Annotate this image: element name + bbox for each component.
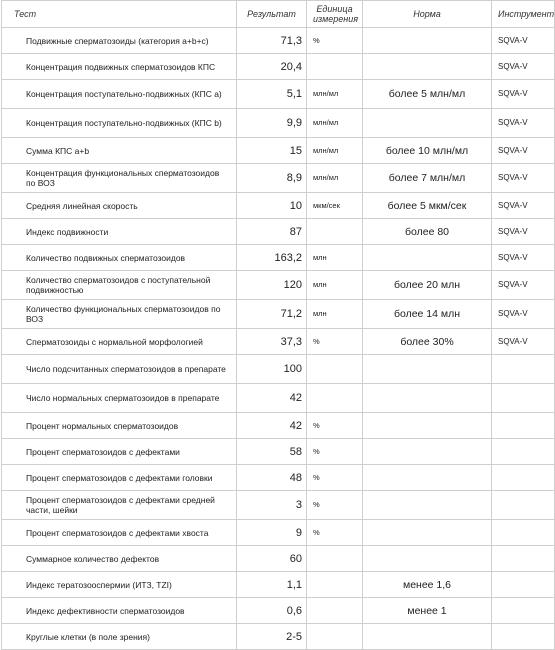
result-cell: 0,6 [237,598,307,624]
unit-cell: млн/мл [307,80,363,109]
test-cell: Процент сперматозоидов с дефектами средней части, шейки [2,491,237,520]
table-row [2,598,555,624]
test-cell: Концентрация поступательно-подвижных (КПС b) [2,109,237,138]
test-cell: Количество сперматозоидов с поступательной подвижностью [2,271,237,300]
instrument-cell [492,624,555,650]
norm-cell [363,355,492,384]
instrument-cell: SQVA-V [492,80,555,109]
norm-cell: более 14 млн [363,300,492,329]
result-cell: 163,2 [237,245,307,271]
table-row [2,80,555,109]
table-row [2,193,555,219]
table-row [2,413,555,439]
instrument-cell: SQVA-V [492,219,555,245]
result-cell: 71,2 [237,300,307,329]
unit-cell: мкм/сек [307,193,363,219]
unit-cell: млн/мл [307,109,363,138]
norm-cell: более 10 млн/мл [363,138,492,164]
unit-cell: млн [307,300,363,329]
header-test: Тест [2,1,237,28]
unit-cell [307,546,363,572]
test-cell: Сумма КПС a+b [2,138,237,164]
instrument-cell [492,598,555,624]
result-cell: 15 [237,138,307,164]
table-row [2,28,555,54]
table-row [2,624,555,650]
instrument-cell [492,413,555,439]
norm-cell [363,465,492,491]
header-norm: Норма [363,1,492,28]
result-cell: 71,3 [237,28,307,54]
unit-cell: % [307,329,363,355]
norm-cell [363,54,492,80]
norm-cell: менее 1,6 [363,572,492,598]
result-cell: 58 [237,439,307,465]
test-cell: Концентрация подвижных сперматозоидов КПС [2,54,237,80]
unit-cell [307,54,363,80]
test-cell: Индекс дефективности сперматозоидов [2,598,237,624]
result-cell: 20,4 [237,54,307,80]
test-cell: Сперматозоиды с нормальной морфологией [2,329,237,355]
header-instrument: Инструмент [492,1,555,28]
header-result: Результат [237,1,307,28]
result-cell: 42 [237,384,307,413]
unit-cell [307,624,363,650]
norm-cell [363,491,492,520]
instrument-cell: SQVA-V [492,329,555,355]
unit-cell: млн/мл [307,138,363,164]
test-cell: Индекс тератозооспермии (ИТЗ, TZI) [2,572,237,598]
instrument-cell: SQVA-V [492,245,555,271]
result-cell: 87 [237,219,307,245]
table-header [2,1,555,28]
unit-cell: млн [307,245,363,271]
test-cell: Суммарное количество дефектов [2,546,237,572]
result-cell: 8,9 [237,164,307,193]
instrument-cell: SQVA-V [492,164,555,193]
test-cell: Число нормальных сперматозоидов в препарате [2,384,237,413]
test-cell: Круглые клетки (в поле зрения) [2,624,237,650]
norm-cell: более 7 млн/мл [363,164,492,193]
unit-cell: % [307,28,363,54]
unit-cell: % [307,439,363,465]
norm-cell: более 80 [363,219,492,245]
result-cell: 5,1 [237,80,307,109]
test-cell: Число подсчитанных сперматозоидов в препарате [2,355,237,384]
result-cell: 10 [237,193,307,219]
table-row [2,271,555,300]
instrument-cell [492,520,555,546]
result-cell: 3 [237,491,307,520]
result-cell: 1,1 [237,572,307,598]
norm-cell [363,624,492,650]
instrument-cell: SQVA-V [492,193,555,219]
norm-cell [363,28,492,54]
unit-cell: % [307,465,363,491]
unit-cell [307,384,363,413]
result-cell: 37,3 [237,329,307,355]
norm-cell: более 30% [363,329,492,355]
test-cell: Концентрация функциональных сперматозоидов по ВОЗ [2,164,237,193]
instrument-cell [492,439,555,465]
norm-cell [363,245,492,271]
unit-cell [307,598,363,624]
norm-cell: более 5 млн/мл [363,80,492,109]
instrument-cell [492,491,555,520]
table-row [2,384,555,413]
test-cell: Концентрация поступательно-подвижных (КПС a) [2,80,237,109]
test-cell: Индекс подвижности [2,219,237,245]
table-row [2,245,555,271]
table-row [2,465,555,491]
test-cell: Процент сперматозоидов с дефектами [2,439,237,465]
instrument-cell [492,355,555,384]
table-row [2,491,555,520]
result-cell: 2-5 [237,624,307,650]
unit-cell: % [307,491,363,520]
test-cell: Количество функциональных сперматозоидов по ВОЗ [2,300,237,329]
instrument-cell: SQVA-V [492,28,555,54]
test-cell: Процент нормальных сперматозоидов [2,413,237,439]
norm-cell [363,413,492,439]
result-cell: 48 [237,465,307,491]
result-cell: 9,9 [237,109,307,138]
instrument-cell: SQVA-V [492,109,555,138]
norm-cell: менее 1 [363,598,492,624]
instrument-cell: SQVA-V [492,300,555,329]
unit-cell [307,219,363,245]
test-cell: Средняя линейная скорость [2,193,237,219]
instrument-cell [492,546,555,572]
unit-cell: млн [307,271,363,300]
norm-cell [363,546,492,572]
table-row [2,520,555,546]
header-unit: Единица измерения [307,1,363,28]
table-row [2,219,555,245]
test-cell: Количество подвижных сперматозоидов [2,245,237,271]
unit-cell: млн/мл [307,164,363,193]
norm-cell [363,439,492,465]
table-row [2,439,555,465]
result-cell: 100 [237,355,307,384]
test-cell: Процент сперматозоидов с дефектами хвоста [2,520,237,546]
result-cell: 60 [237,546,307,572]
result-cell: 9 [237,520,307,546]
unit-cell [307,355,363,384]
norm-cell: более 20 млн [363,271,492,300]
table-row [2,300,555,329]
instrument-cell [492,384,555,413]
norm-cell [363,520,492,546]
unit-cell: % [307,413,363,439]
table-row [2,546,555,572]
instrument-cell [492,465,555,491]
instrument-cell: SQVA-V [492,271,555,300]
instrument-cell [492,572,555,598]
table-row [2,329,555,355]
unit-cell [307,572,363,598]
unit-cell: % [307,520,363,546]
table-row [2,355,555,384]
test-cell: Подвижные сперматозоиды (категория a+b+c) [2,28,237,54]
table-row [2,572,555,598]
test-cell: Процент сперматозоидов с дефектами головки [2,465,237,491]
instrument-cell: SQVA-V [492,138,555,164]
table-row [2,138,555,164]
norm-cell: более 5 мкм/сек [363,193,492,219]
instrument-cell: SQVA-V [492,54,555,80]
results-table [1,0,555,650]
table-body [2,28,555,650]
table-row [2,109,555,138]
result-cell: 120 [237,271,307,300]
table-row [2,54,555,80]
table-row [2,164,555,193]
result-cell: 42 [237,413,307,439]
norm-cell [363,384,492,413]
norm-cell [363,109,492,138]
